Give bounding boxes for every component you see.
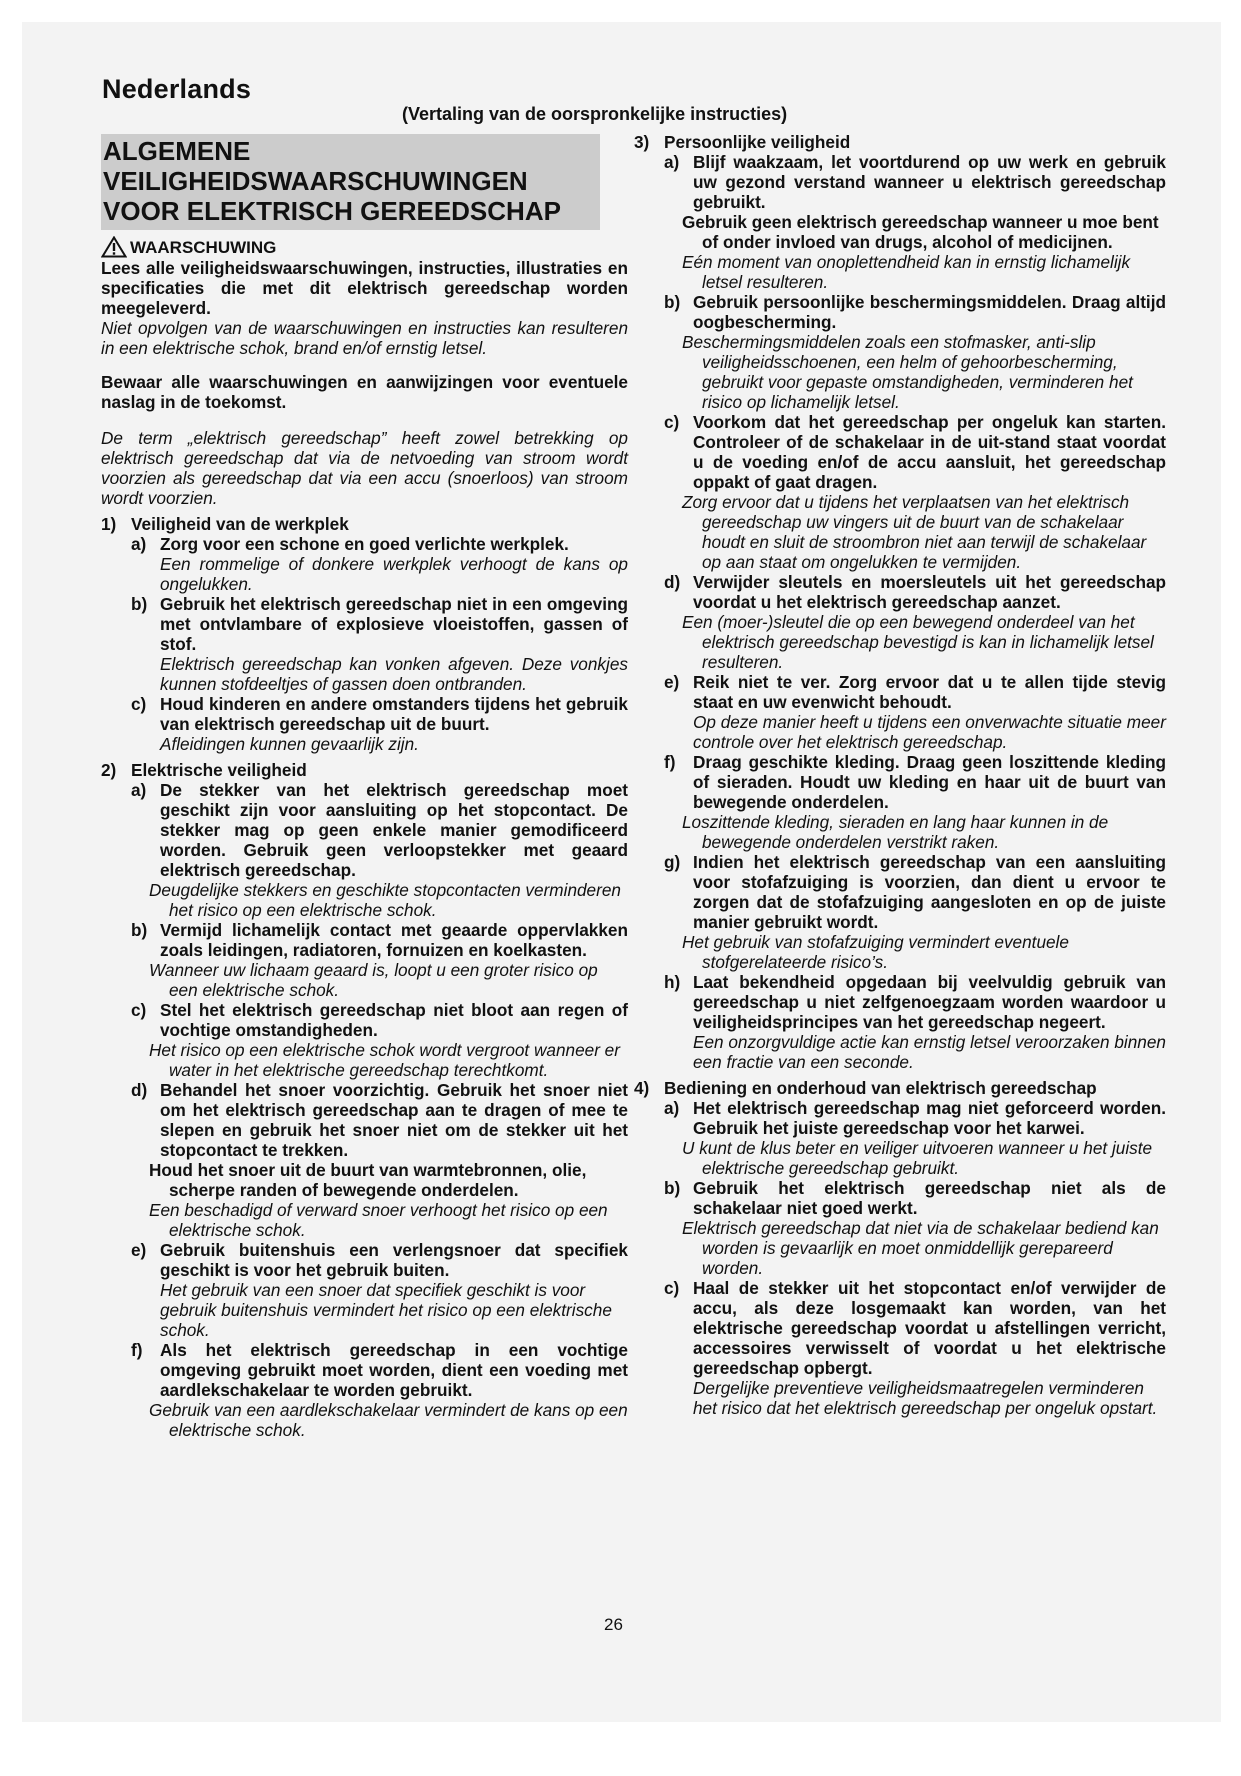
- list-item: b) Gebruik het elektrisch gereedschap niet als de schakelaar niet goed werkt.: [664, 1178, 1166, 1218]
- warning-triangle-icon: [101, 236, 127, 258]
- item-continuation: Gebruik geen elektrisch gereedschap wanneer u moe bent of onder invloed van drugs, alcohol of medicijnen.: [682, 212, 1159, 252]
- warning-heading: [101, 236, 628, 258]
- term-definition: De term „elektrisch gereedschap” heeft zowel betrekking op elektrisch gereedschap dat via de netvoeding van stroom wordt voorzien als gereedschap dat via een accu (snoerloos) van stroom wordt voorzien.: [101, 428, 628, 508]
- section-3-heading: 3) Persoonlijke veiligheid: [634, 132, 851, 152]
- section-2-heading: 2) Elektrische veiligheid: [101, 760, 307, 780]
- section-2-title: Elektrische veiligheid: [131, 760, 307, 780]
- item-note: Het risico op een elektrische schok wordt vergroot wanneer er water in het elektrische gereedschap terechtkomt.: [149, 1040, 620, 1080]
- item-note: Een beschadigd of verward snoer verhoogt het risico op een elektrische schok.: [149, 1200, 608, 1240]
- item-continuation: Houd het snoer uit de buurt van warmtebronnen, olie, scherpe randen of bewegende onderdelen.: [149, 1160, 587, 1200]
- section-1-heading: 1) Veiligheid van de werkplek: [101, 514, 349, 534]
- list-item: e) Gebruik buitenshuis een verlengsnoer dat specifiek geschikt is voor het gebruik buiten. Het gebruik van een snoer dat specifiek geschikt is voor gebruik buitenshuis vermindert het risico op een elektrische schok.: [131, 1240, 628, 1340]
- list-item: e) Reik niet te ver. Zorg ervoor dat u te allen tijde stevig staat en uw evenwicht behoudt. Op deze manier heeft u tijdens een onverwachte situatie meer controle over het elektrisch gereedschap.: [664, 672, 1166, 752]
- list-item: a) Blijf waakzaam, let voortdurend op uw werk en gebruik uw gezond verstand wanneer u elektrisch gereedschap gebruikt.: [664, 152, 1166, 212]
- item-note: Eén moment van onoplettendheid kan in ernstig lichamelijk letsel resulteren.: [682, 252, 1131, 292]
- item-note: Deugdelijke stekkers en geschikte stopcontacten verminderen het risico op een elektrische schok.: [149, 880, 621, 920]
- section-4-title: Bediening en onderhoud van elektrisch gereedschap: [664, 1078, 1097, 1098]
- warning-label: WAARSCHUWING: [130, 238, 277, 257]
- list-item: c) Houd kinderen en andere omstanders tijdens het gebruik van elektrisch gereedschap uit de buurt. Afleidingen kunnen gevaarlijk zijn.: [131, 694, 628, 754]
- item-note: U kunt de klus beter en veiliger uitvoeren wanneer u het juiste elektrische gereedschap gebruikt.: [682, 1138, 1153, 1178]
- list-item: a) Zorg voor een schone en goed verlichte werkplek. Een rommelige of donkere werkplek verhoogt de kans op ongelukken.: [131, 534, 628, 594]
- list-item: b) Vermijd lichamelijk contact met geaarde oppervlakken zoals leidingen, radiatoren, fornuizen en koelkasten.: [131, 920, 628, 960]
- item-note: Elektrisch gereedschap dat niet via de schakelaar bediend kan worden is gevaarlijk en moet onmiddellijk gerepareerd worden.: [682, 1218, 1159, 1278]
- item-note: Wanneer uw lichaam geaard is, loopt u een groter risico op een elektrische schok.: [149, 960, 598, 1000]
- list-item: g) Indien het elektrisch gereedschap van een aansluiting voor stofafzuiging is voorzien, dan dient u ervoor te zorgen dat de stofafzuiging aangesloten en op de juiste manier gebruikt wordt.: [664, 852, 1166, 932]
- list-item: b) Gebruik het elektrisch gereedschap niet in een omgeving met ontvlambare of explosieve vloeistoffen, gassen of stof. Elektrisch gereedschap kan vonken afgeven. Deze vonkjes kunnen stofdeeltjes of gassen doen ontbranden.: [131, 594, 628, 694]
- warning-intro: Lees alle veiligheidswaarschuwingen, instructies, illustraties en specificaties die met dit elektrisch gereedschap worden meegeleverd.: [101, 258, 628, 318]
- list-item: d) Verwijder sleutels en moersleutels uit het gereedschap voordat u het elektrisch gereedschap aanzet.: [664, 572, 1166, 612]
- item-note: Loszittende kleding, sieraden en lang haar kunnen in de bewegende onderdelen verstrikt raken.: [682, 812, 1109, 852]
- manual-page: [22, 22, 1221, 1722]
- title-line-3: VOOR ELEKTRISCH GEREEDSCHAP: [103, 196, 561, 226]
- language-heading: Nederlands: [102, 74, 252, 104]
- list-item: a) Het elektrisch gereedschap mag niet geforceerd worden. Gebruik het juiste gereedschap voor het karwei.: [664, 1098, 1166, 1138]
- item-note: Een (moer-)sleutel die op een bewegend onderdeel van het elektrisch gereedschap bevestigd is kan in lichamelijk letsel resulteren.: [682, 612, 1154, 672]
- item-note: Zorg ervoor dat u tijdens het verplaatsen van het elektrisch gereedschap uw vingers uit de buurt van de schakelaar houdt en sluit de stroombron niet aan terwijl de schakelaar op aan staat om ongelukken te vermijden.: [682, 492, 1147, 572]
- section-1-title: Veiligheid van de werkplek: [131, 514, 349, 534]
- list-item: f) Draag geschikte kleding. Draag geen loszittende kleding of sieraden. Houdt uw kleding en haar uit de buurt van bewegende onderdelen.: [664, 752, 1166, 812]
- list-item: h) Laat bekendheid opgedaan bij veelvuldig gebruik van gereedschap u niet zelfgenoegzaam worden waardoor u veiligheidsprincipes van het gereedschap negeert. Een onzorgvuldige actie kan ernstig letsel veroorzaken binnen een fractie van een seconde.: [664, 972, 1166, 1072]
- list-item: b) Gebruik persoonlijke beschermingsmiddelen. Draag altijd oogbescherming.: [664, 292, 1166, 332]
- list-item: c) Haal de stekker uit het stopcontact en/of verwijder de accu, als deze losgemaakt kan worden, van het elektrische gereedschap voordat u afstellingen verricht, accessoires verwisselt of voordat u het elektrische gereedschap opbergt. Dergelijke preventieve veiligheidsmaatregelen verminderen het risico dat het elektrisch gereedschap per ongeluk opstart.: [664, 1278, 1166, 1418]
- list-item: c) Voorkom dat het gereedschap per ongeluk kan starten. Controleer of de schakelaar in de uit-stand staat voordat u de voeding en/of de accu aansluit, het gereedschap oppakt of gaat dragen.: [664, 412, 1166, 492]
- translation-subtitle: (Vertaling van de oorspronkelijke instructies): [402, 104, 788, 124]
- page-number: 26: [604, 1615, 623, 1634]
- title-line-2: VEILIGHEIDSWAARSCHUWINGEN: [103, 166, 528, 196]
- section-4-heading: 4) Bediening en onderhoud van elektrisch gereedschap: [634, 1078, 1097, 1098]
- section-title-box: [101, 134, 600, 230]
- item-note: Gebruik van een aardlekschakelaar vermindert de kans op een elektrische schok.: [149, 1400, 628, 1440]
- list-item: c) Stel het elektrisch gereedschap niet bloot aan regen of vochtige omstandigheden.: [131, 1000, 628, 1040]
- right-column: [634, 132, 1166, 1418]
- list-item: a) De stekker van het elektrisch gereedschap moet geschikt zijn voor aansluiting op het stopcontact. De stekker mag op geen enkele manier gemodificeerd worden. Gebruik geen verloopstekker met geaard elektrisch gereedschap.: [131, 780, 628, 880]
- item-note: Beschermingsmiddelen zoals een stofmasker, anti-slip veiligheidsschoenen, een helm of gehoorbescherming, gebruikt voor gepaste omstandigheden, verminderen het risico op lichamelijk letsel.: [682, 332, 1133, 412]
- left-column: [101, 134, 628, 1440]
- warning-consequence: Niet opvolgen van de waarschuwingen en instructies kan resulteren in een elektrische schok, brand en/of ernstig letsel.: [101, 318, 628, 358]
- item-note: Het gebruik van stofafzuiging vermindert eventuele stofgerelateerde risico’s.: [682, 932, 1069, 972]
- keep-instructions: Bewaar alle waarschuwingen en aanwijzingen voor eventuele naslag in de toekomst.: [101, 372, 628, 412]
- title-line-1: ALGEMENE: [103, 136, 251, 166]
- list-item: d) Behandel het snoer voorzichtig. Gebruik het snoer niet om het elektrisch gereedschap aan te dragen of mee te slepen en gebruik het snoer niet om de stekker uit het stopcontact te trekken.: [131, 1080, 628, 1160]
- list-item: f) Als het elektrisch gereedschap in een vochtige omgeving gebruikt moet worden, dient een voeding met aardlekschakelaar te worden gebruikt.: [131, 1340, 628, 1400]
- section-3-title: Persoonlijke veiligheid: [664, 132, 851, 152]
